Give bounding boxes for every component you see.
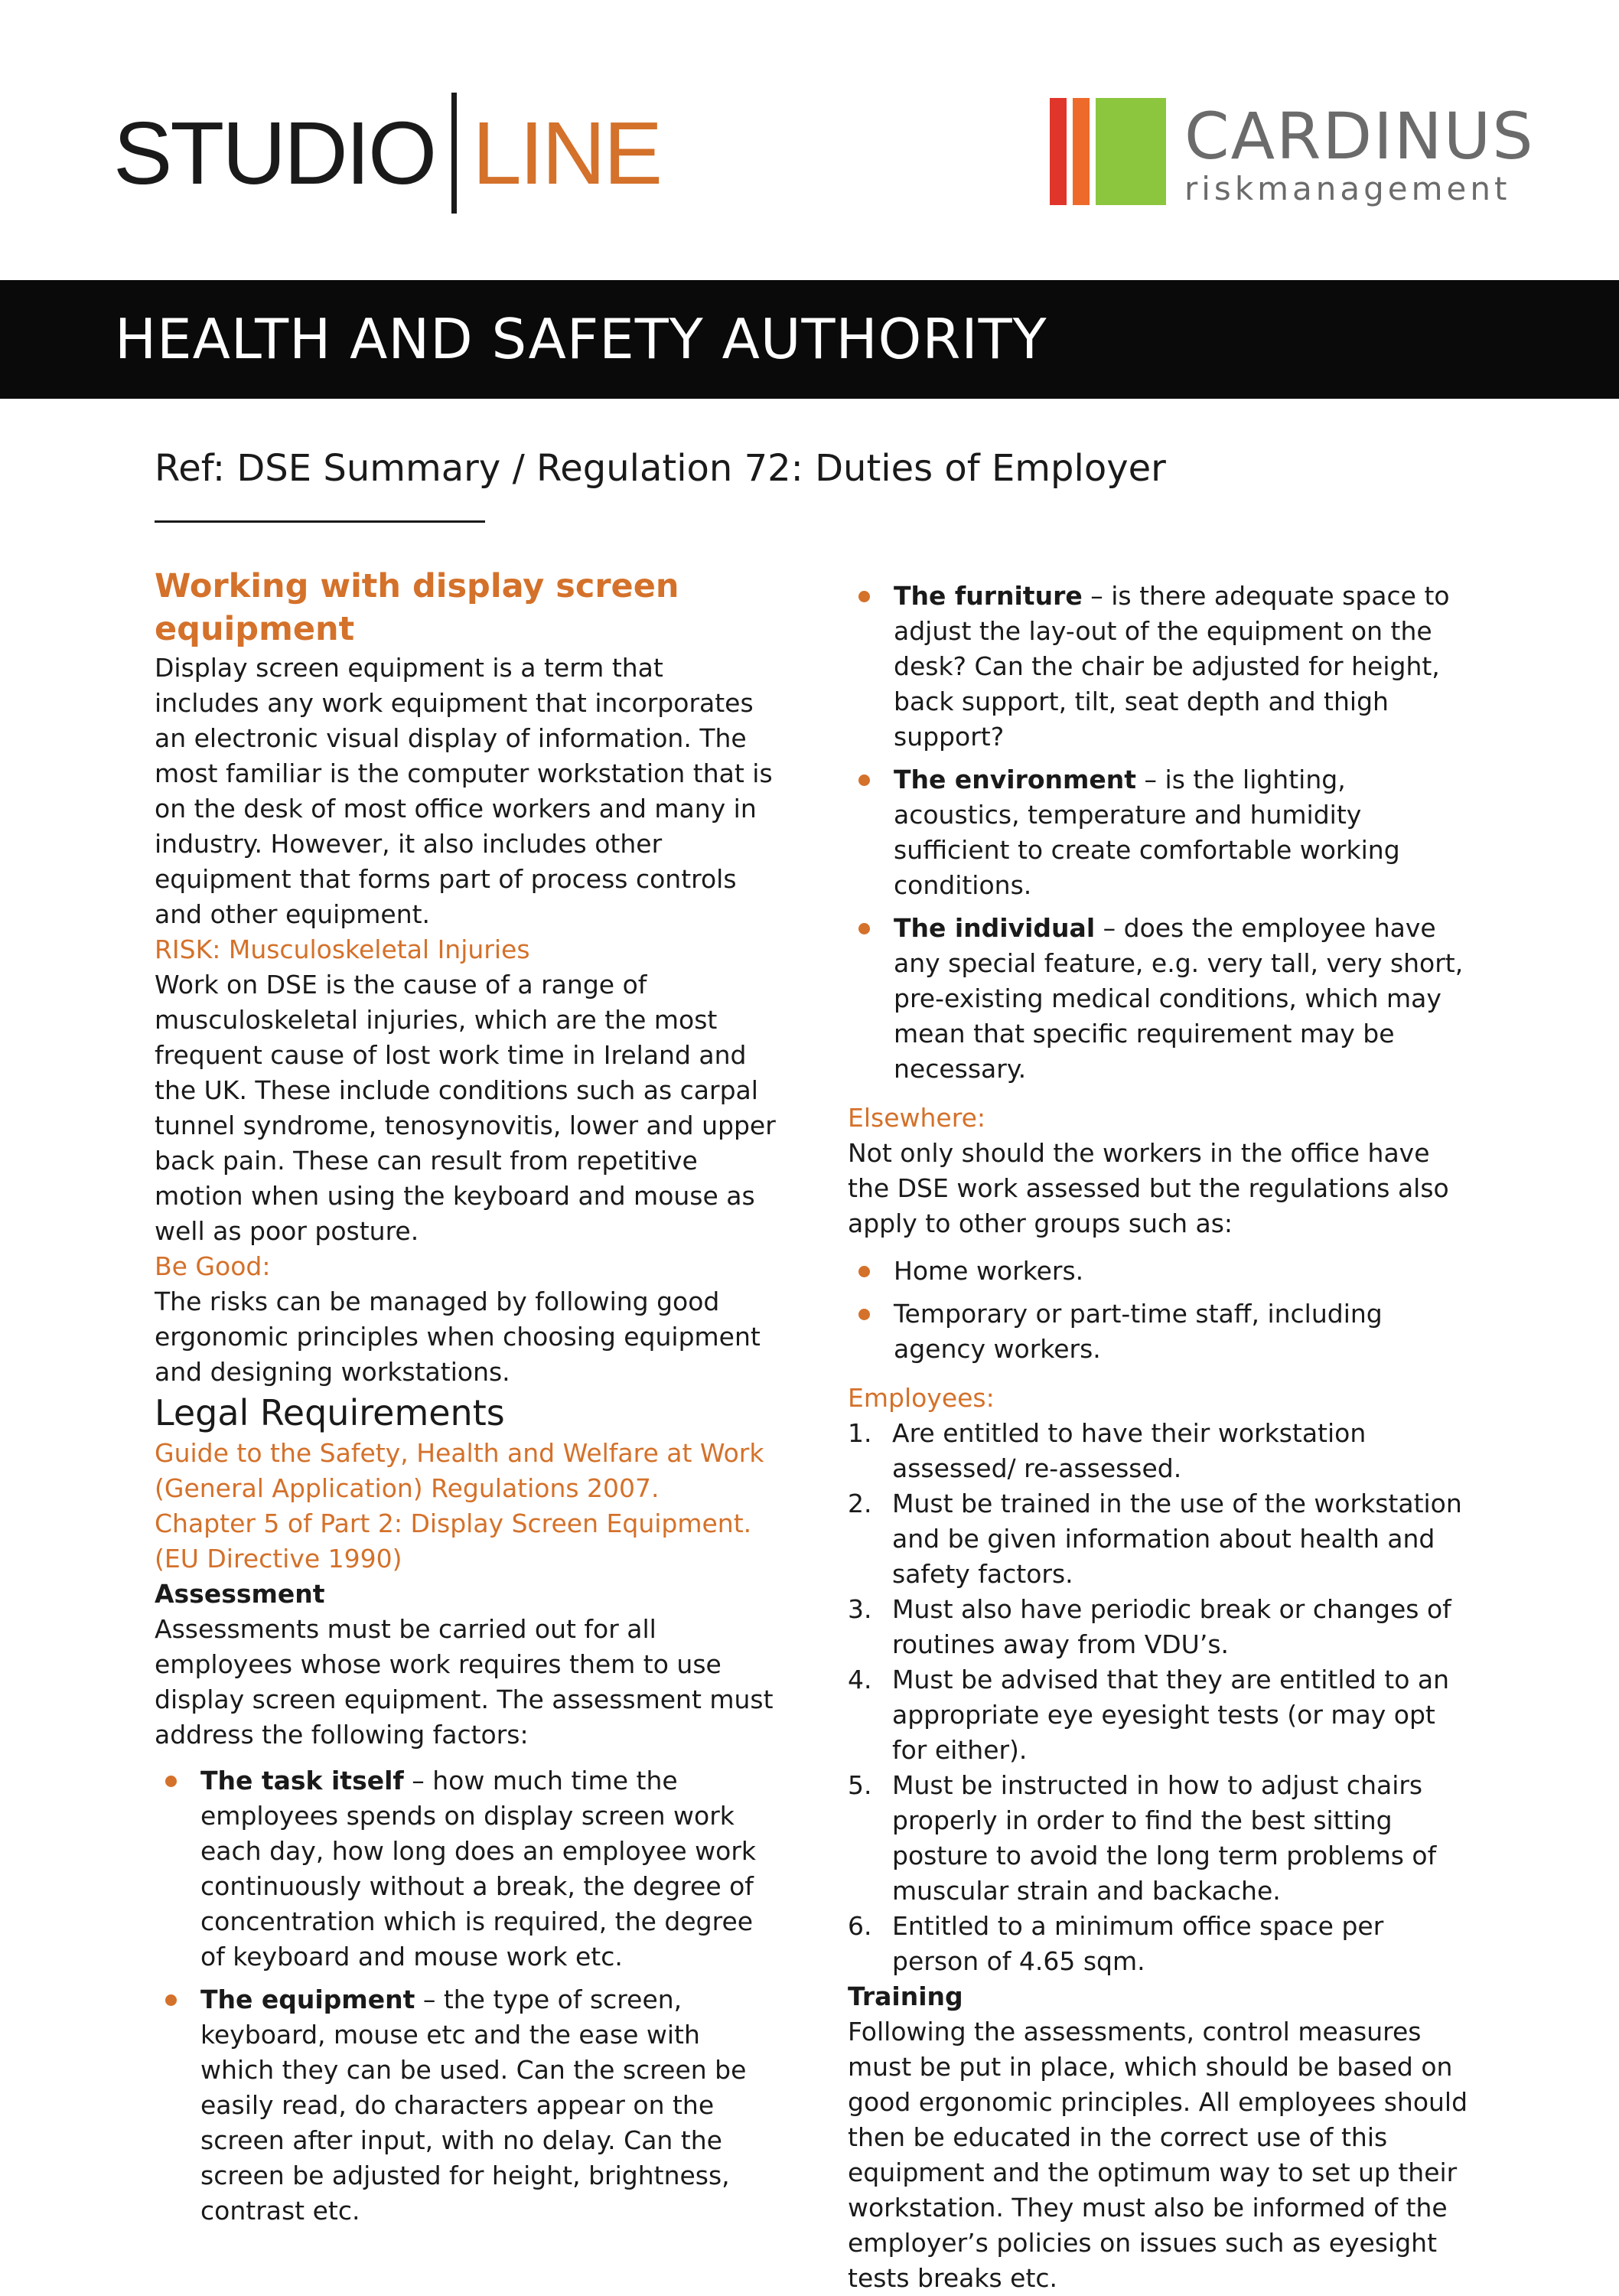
list-item	[848, 762, 1475, 903]
item-number: 5.	[848, 1770, 872, 1800]
factor-title: The furniture	[894, 581, 1083, 611]
logo-stripe-red	[1050, 98, 1067, 205]
list-item	[848, 1592, 1475, 1662]
list-item	[848, 911, 1475, 1087]
employees-list	[848, 1416, 1475, 1979]
intro-paragraph: Display screen equipment is a term that includes any work equipment that incorporates an electronic visual display of information. The most familiar is the computer workstation that is on the desk of most office workers and many in industry. However, it also includes other equipment that forms part of process controls and other equipment.	[155, 653, 773, 929]
list-item	[848, 1662, 1475, 1768]
risk-paragraph: Work on DSE is the cause of a range of musculoskeletal injuries, which are the most frequent cause of lost work time in Ireland and the UK. These include conditions such as carpal tunnel syndrome, tenosynovitis, lower and upper back pain. These can result from repetitive motion when using the keyboard and mouse as well as poor posture.	[155, 970, 776, 1246]
list-item	[848, 1254, 1475, 1289]
logo-line-text: LINE	[472, 103, 661, 203]
logo-stripe-green	[1096, 98, 1166, 205]
cardinus-tagline: riskmanagement	[1184, 170, 1511, 207]
factor-text: – does the employee have any special feature, e.g. very tall, very short, pre-existing medical conditions, which may mean that specific requirement may be necessary.	[894, 913, 1464, 1084]
item-text: Must also have periodic break or changes of routines away from VDU’s.	[892, 1594, 1451, 1659]
assessment-factor-list	[155, 1763, 776, 2229]
factor-text: – is there adequate space to adjust the lay-out of the equipment on the desk? Can the chair be adjusted for height, back support, tilt, seat depth and thigh support?	[894, 581, 1450, 752]
left-column	[155, 565, 776, 2236]
legal-ref-line: (EU Directive 1990)	[155, 1544, 402, 1574]
reference-underline	[155, 520, 485, 523]
training-paragraph: Following the assessments, control measures must be put in place, which should be based on good ergonomic principles. All employees should then be educated in the correct use of this equipment and the optimum way to set up their workstation. They must also be informed of the employer’s policies on issues such as eyesight tests breaks etc.	[848, 2017, 1468, 2293]
item-number: 4.	[848, 1665, 872, 1694]
bullet-dot-icon	[165, 1776, 177, 1787]
cardinus-logo	[1039, 90, 1535, 220]
legal-ref-line: Guide to the Safety, Health and Welfare at Work	[155, 1438, 764, 1468]
be-good-paragraph: The risks can be managed by following good ergonomic principles when choosing equipment and designing workstations.	[155, 1287, 761, 1387]
elsewhere-item-text: Home workers.	[894, 1256, 1084, 1286]
list-item	[155, 1982, 776, 2229]
assessment-factor-list-continued	[848, 579, 1475, 1087]
studioline-logo	[113, 92, 660, 214]
list-item	[848, 1416, 1475, 1486]
factor-title: The environment	[894, 765, 1137, 794]
item-number: 2.	[848, 1489, 872, 1518]
list-item	[155, 1763, 776, 1975]
item-text: Must be advised that they are entitled to an appropriate eye eyesight tests (or may opt for either).	[892, 1665, 1450, 1765]
item-text: Must be trained in the use of the workstation and be given information about health and safety factors.	[892, 1489, 1462, 1589]
bullet-dot-icon	[858, 591, 870, 602]
bullet-dot-icon	[165, 1994, 177, 2006]
bullet-dot-icon	[858, 775, 870, 786]
list-item	[848, 1296, 1475, 1367]
item-text: Are entitled to have their workstation assessed/ re-assessed.	[892, 1418, 1367, 1483]
factor-text: – how much time the employees spends on display screen work each day, how long does an employee work continuously without a break, the degree of concentration which is required, the degree of keyboard and mouse work etc.	[200, 1766, 757, 1971]
title-banner	[0, 280, 1619, 399]
list-item	[848, 1909, 1475, 1979]
item-text: Must be instructed in how to adjust chairs properly in order to find the best sitting posture to avoid the long term problems of muscular strain and backache.	[892, 1770, 1437, 1906]
factor-text: – is the lighting, acoustics, temperature and humidity sufficient to create comfortable working conditions.	[894, 765, 1400, 900]
logo-studio-text: STUDIO	[113, 103, 435, 203]
legal-requirements-heading: Legal Requirements	[155, 1392, 505, 1433]
elsewhere-paragraph: Not only should the workers in the office have the DSE work assessed but the regulations also apply to other groups such as:	[848, 1138, 1449, 1238]
factor-title: The task itself	[200, 1766, 404, 1795]
logo-stripe-orange	[1073, 98, 1090, 205]
bullet-dot-icon	[858, 923, 870, 934]
section-heading-dse: Working with display screen equipment	[155, 567, 679, 648]
item-text: Entitled to a minimum office space per person of 4.65 sqm.	[892, 1911, 1384, 1976]
right-column	[848, 579, 1475, 2296]
factor-title: The equipment	[200, 1985, 415, 2014]
training-heading: Training	[848, 1981, 963, 2011]
logo-divider	[451, 93, 457, 214]
item-number: 6.	[848, 1911, 872, 1941]
risk-label: RISK: Musculoskeletal Injuries	[155, 934, 530, 964]
legal-reference-block	[155, 1436, 776, 1577]
legal-ref-line: (General Application) Regulations 2007.	[155, 1473, 660, 1503]
bullet-dot-icon	[858, 1266, 870, 1277]
banner-title: HEALTH AND SAFETY AUTHORITY	[115, 307, 1047, 371]
reference-line: Ref: DSE Summary / Regulation 72: Duties of Employer	[155, 447, 1166, 490]
elsewhere-item-text: Temporary or part-time staff, including agency workers.	[894, 1299, 1383, 1364]
list-item	[848, 1768, 1475, 1909]
cardinus-name: CARDINUS	[1184, 99, 1535, 174]
item-number: 1.	[848, 1418, 872, 1448]
elsewhere-label: Elsewhere:	[848, 1103, 985, 1133]
assessment-paragraph: Assessments must be carried out for all employees whose work requires them to use display screen equipment. The assessment must address the following factors:	[155, 1614, 774, 1750]
factor-title: The individual	[894, 913, 1096, 943]
legal-ref-line: Chapter 5 of Part 2: Display Screen Equipment.	[155, 1508, 752, 1538]
assessment-heading: Assessment	[155, 1579, 325, 1609]
elsewhere-list	[848, 1254, 1475, 1367]
list-item	[848, 1486, 1475, 1592]
be-good-label: Be Good:	[155, 1251, 271, 1281]
factor-text: – the type of screen, keyboard, mouse etc and the ease with which they can be used. Can the screen be easily read, do characters appear on the screen after input, with no delay. Can the screen be adjusted for height, brightness, contrast etc.	[200, 1985, 747, 2226]
employees-label: Employees:	[848, 1383, 995, 1413]
list-item	[848, 579, 1475, 755]
bullet-dot-icon	[858, 1309, 870, 1320]
item-number: 3.	[848, 1594, 872, 1624]
